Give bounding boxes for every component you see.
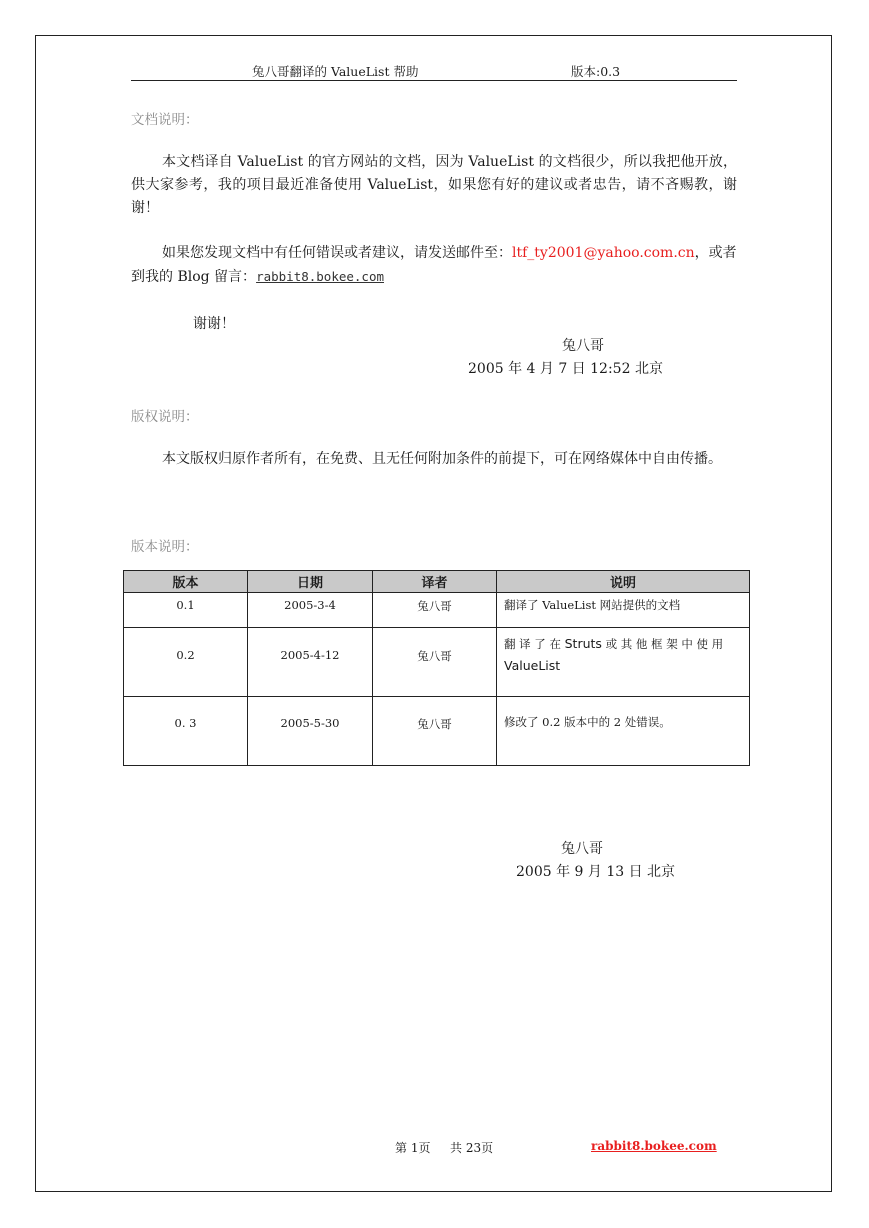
cell-translator: 兔八哥 [373, 697, 497, 766]
cell-description: 修改了 0.2 版本中的 2 处错误。 [497, 697, 750, 766]
desc-keyword: Struts [564, 636, 602, 651]
cell-date: 2005-4-12 [248, 628, 373, 697]
table-row [124, 593, 750, 628]
cell-version: 0.2 [124, 628, 248, 697]
closing-date: 2005 年 9 月 13 日 北京 [516, 864, 676, 880]
desc-suffix: 或 其 他 框 架 中 使 用 [601, 637, 724, 651]
cell-date: 2005-3-4 [248, 593, 373, 628]
desc-prefix: 翻 译 了 在 [504, 637, 565, 651]
doc-section-title: 文档说明： [131, 112, 199, 128]
cell-version: 0. 3 [124, 697, 248, 766]
header-rule [131, 80, 737, 81]
footer-site-link[interactable]: rabbit8.bokee.com [591, 1139, 717, 1153]
version-table [123, 570, 750, 766]
cell-translator: 兔八哥 [373, 628, 497, 697]
column-header-translator: 译者 [373, 571, 497, 593]
copyright-section-title: 版权说明： [131, 409, 199, 425]
header-version: 版本:0.3 [571, 64, 621, 79]
copyright-paragraph: 本文版权归原作者所有，在免费、且无任何附加条件的前提下，可在网络媒体中自由传播。 [162, 451, 722, 467]
header-title: 兔八哥翻译的 ValueList 帮助 [252, 64, 419, 79]
doc-date: 2005 年 4 月 7 日 12:52 北京 [468, 361, 663, 377]
email-link[interactable]: ltf_ty2001@yahoo.com.cn [512, 245, 695, 261]
footer-total-pages: 共 23页 [450, 1141, 494, 1155]
column-header-version: 版本 [124, 571, 248, 593]
version-section-title: 版本说明： [131, 539, 199, 555]
contact-mid: ，或者到我的 Blog 留言： [131, 245, 737, 285]
table-row [124, 697, 750, 766]
doc-signature: 兔八哥 [562, 338, 604, 354]
cell-description: 翻译了 ValueList 网站提供的文档 [497, 593, 750, 628]
contact-prefix: 如果您发现文档中有任何错误或者建议，请发送邮件至： [162, 245, 512, 261]
table-header-row [124, 571, 750, 593]
column-header-date: 日期 [248, 571, 373, 593]
table-row [124, 628, 750, 697]
cell-translator: 兔八哥 [373, 593, 497, 628]
cell-description [497, 628, 750, 697]
column-header-description: 说明 [497, 571, 750, 593]
thanks-text: 谢谢！ [193, 316, 235, 332]
cell-version: 0.1 [124, 593, 248, 628]
closing-signature: 兔八哥 [561, 841, 603, 857]
desc-line2: ValueList [504, 658, 561, 673]
cell-date: 2005-5-30 [248, 697, 373, 766]
doc-intro-paragraph: 本文档译自 ValueList 的官方网站的文档，因为 ValueList 的文档很少，所以我把他开放，供大家参考，我的项目最近准备使用 ValueList，如果您有好的建议或者忠告，请不吝赐教，谢谢！ [131, 154, 737, 216]
doc-contact-paragraph [131, 242, 737, 289]
blog-link[interactable]: rabbit8.bokee.com [256, 269, 384, 284]
footer-page-number: 第 1页 [395, 1141, 431, 1155]
